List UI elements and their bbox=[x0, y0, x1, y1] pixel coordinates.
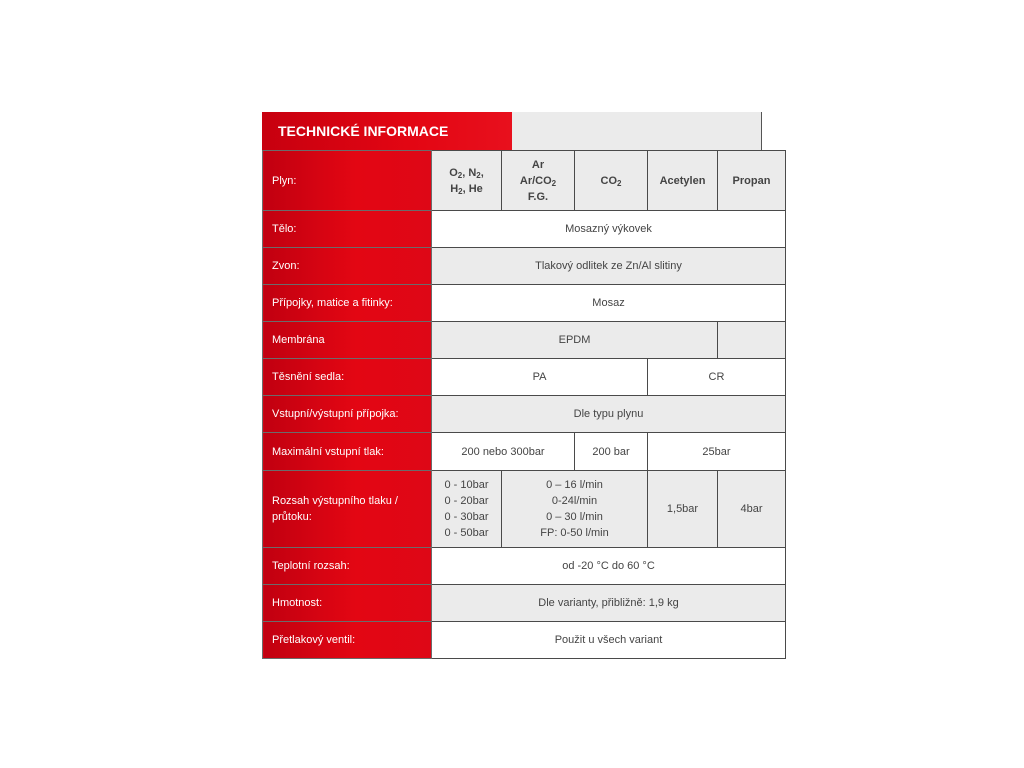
row-label-plyn: Plyn: bbox=[263, 151, 432, 211]
row-label-maxtlak: Maximální vstupní tlak: bbox=[263, 433, 432, 471]
value-pripojky: Mosaz bbox=[432, 285, 786, 322]
flow-line: FP: 0-50 l/min bbox=[540, 527, 609, 539]
gas-header-propan: Propan bbox=[718, 151, 786, 211]
value-tesneni-cr: CR bbox=[648, 359, 786, 396]
table-row bbox=[263, 248, 786, 285]
table-row bbox=[263, 471, 786, 548]
table-row bbox=[263, 359, 786, 396]
section-title: TECHNICKÉ INFORMACE bbox=[262, 112, 512, 150]
value-membrana-propan bbox=[718, 322, 786, 359]
row-label-rozsah: Rozsah výstupního tlaku / průtoku: bbox=[263, 471, 432, 548]
gas-header-ar: Ar $Ar/CO_2$ F.G. bbox=[502, 151, 575, 211]
value-teplota: od -20 °C do 60 °C bbox=[432, 548, 786, 585]
value-pretlak: Použit u všech variant bbox=[432, 622, 786, 659]
range-line: 0 - 10bar bbox=[444, 479, 489, 491]
value-rozsah-acetylen: 1,5bar bbox=[648, 471, 718, 548]
value-maxtlak-2: 200 bar bbox=[575, 433, 648, 471]
value-maxtlak-3: 25bar bbox=[648, 433, 786, 471]
value-tesneni-pa: PA bbox=[432, 359, 648, 396]
value-rozsah-flow bbox=[502, 471, 648, 548]
gas-header-o2-n2-h2-he: $O_2$, $N_2$, $H_2$, He bbox=[432, 151, 502, 211]
value-zvon: Tlakový odlitek ze Zn/Al slitiny bbox=[432, 248, 786, 285]
row-label-membrana: Membrána bbox=[263, 322, 432, 359]
technical-info-table bbox=[262, 150, 786, 659]
range-line: 0 - 30bar bbox=[444, 511, 489, 523]
value-telo: Mosazný výkovek bbox=[432, 211, 786, 248]
table-row bbox=[263, 211, 786, 248]
row-label-pripojky: Přípojky, matice a fitinky: bbox=[263, 285, 432, 322]
value-rozsah-propan: 4bar bbox=[718, 471, 786, 548]
gas-header-acetylen: Acetylen bbox=[648, 151, 718, 211]
table-row bbox=[263, 585, 786, 622]
table-row bbox=[263, 322, 786, 359]
flow-line: 0 – 16 l/min bbox=[546, 479, 603, 491]
row-label-pretlak: Přetlakový ventil: bbox=[263, 622, 432, 659]
table-row bbox=[263, 151, 786, 211]
card-header bbox=[262, 112, 762, 150]
table-row bbox=[263, 548, 786, 585]
range-line: 0 - 20bar bbox=[444, 495, 489, 507]
table-row bbox=[263, 433, 786, 471]
value-rozsah-pressure bbox=[432, 471, 502, 548]
value-hmotnost: Dle varianty, přibližně: 1,9 kg bbox=[432, 585, 786, 622]
range-line: 0 - 50bar bbox=[444, 527, 489, 539]
row-label-tesneni: Těsnění sedla: bbox=[263, 359, 432, 396]
gas-header-co2: $CO_2$ bbox=[575, 151, 648, 211]
row-label-hmotnost: Hmotnost: bbox=[263, 585, 432, 622]
table-row bbox=[263, 285, 786, 322]
row-label-telo: Tělo: bbox=[263, 211, 432, 248]
flow-line: 0-24l/min bbox=[551, 495, 598, 507]
table-row bbox=[263, 622, 786, 659]
value-vstupni: Dle typu plynu bbox=[432, 396, 786, 433]
table-row bbox=[263, 396, 786, 433]
row-label-teplota: Teplotní rozsah: bbox=[263, 548, 432, 585]
value-membrana: EPDM bbox=[432, 322, 718, 359]
flow-line: 0 – 30 l/min bbox=[546, 511, 603, 523]
technical-info-card bbox=[262, 112, 771, 659]
value-maxtlak-1: 200 nebo 300bar bbox=[432, 433, 575, 471]
row-label-zvon: Zvon: bbox=[263, 248, 432, 285]
header-filler bbox=[512, 112, 762, 150]
row-label-vstupni: Vstupní/výstupní přípojka: bbox=[263, 396, 432, 433]
